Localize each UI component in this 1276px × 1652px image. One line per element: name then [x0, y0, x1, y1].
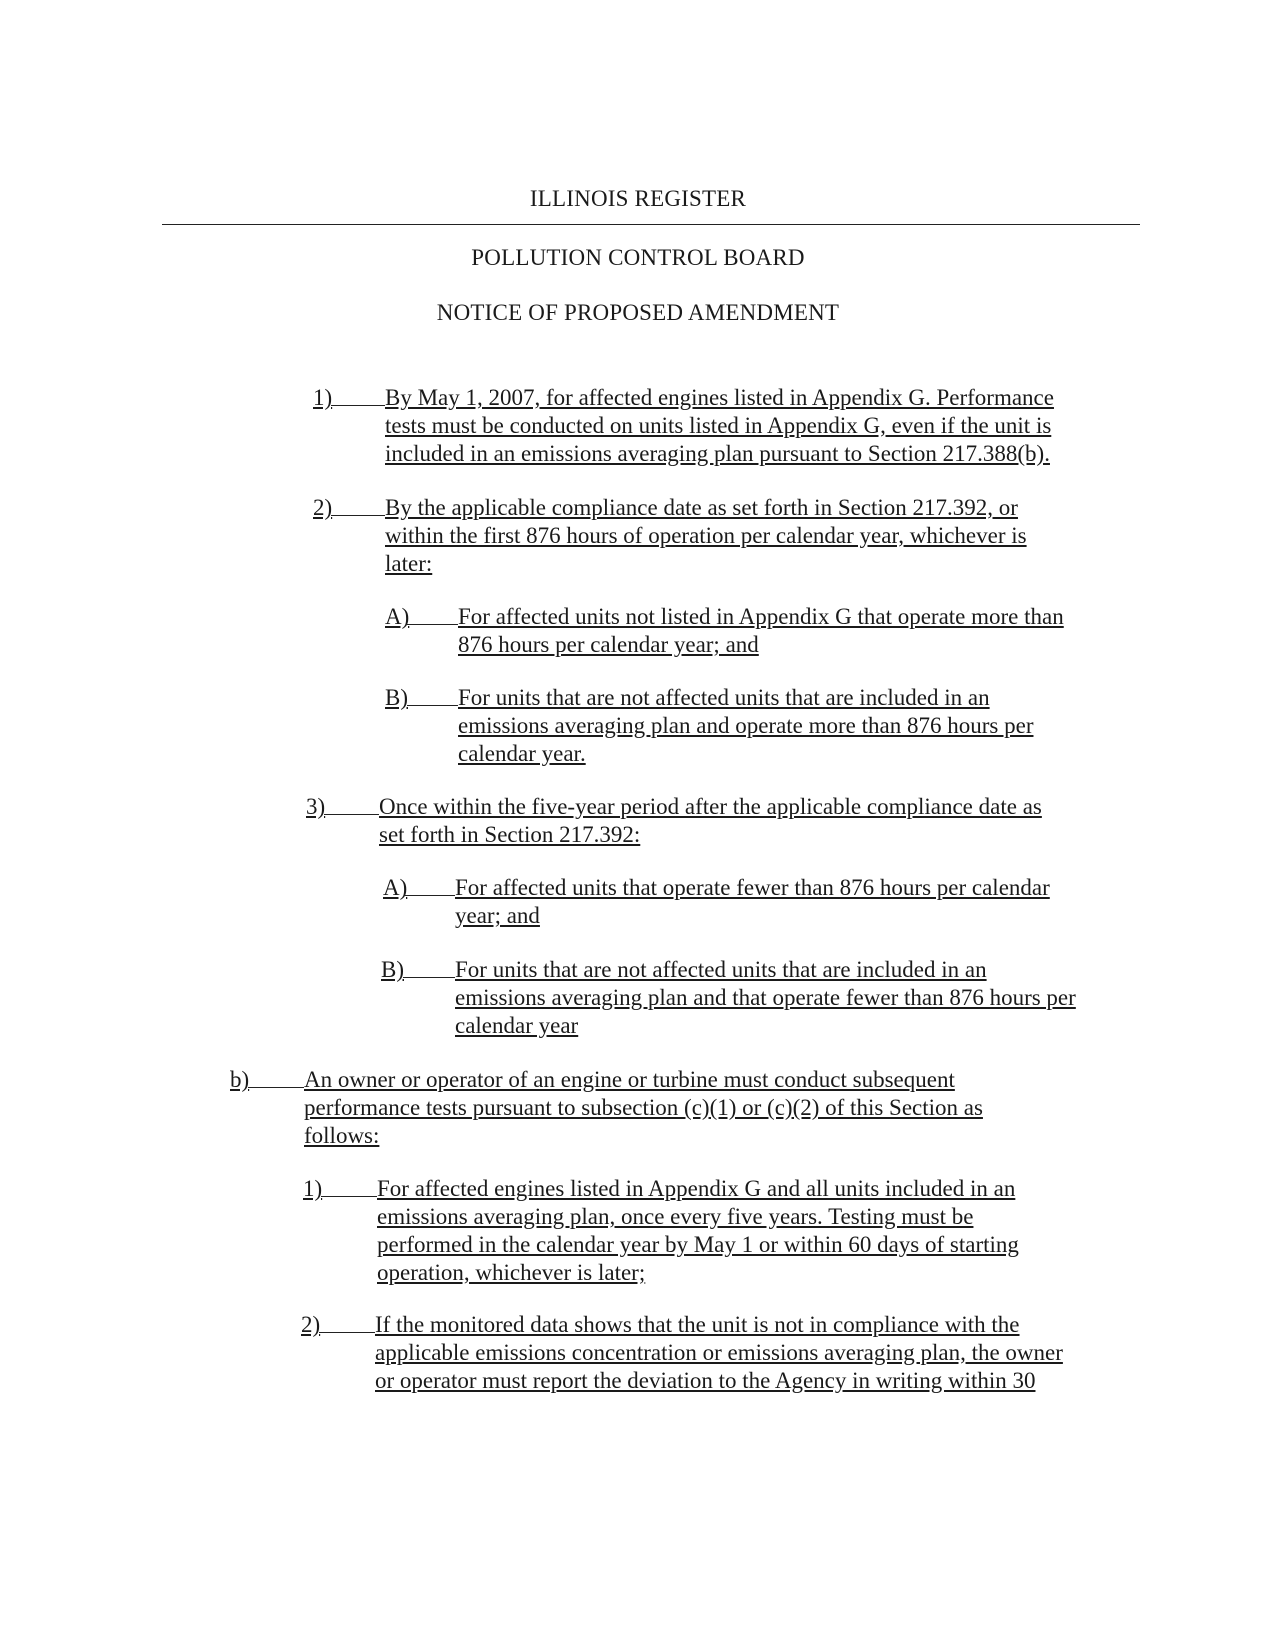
item-text [458, 603, 1064, 659]
text-line: 876 hours per calendar year; and [458, 632, 759, 657]
label-underline [407, 705, 458, 706]
item-text [385, 494, 1027, 578]
text-line: emissions averaging plan, once every five years. Testing must be [377, 1204, 974, 1229]
text-line: later: [385, 551, 433, 576]
item-label: B) [381, 957, 404, 982]
text-line: Once within the five-year period after the applicable compliance date as [379, 794, 1042, 819]
text-line: performed in the calendar year by May 1 or within 60 days of starting [377, 1232, 1019, 1257]
label-underline [321, 1196, 377, 1197]
item-text [375, 1311, 1063, 1395]
item-text [304, 1066, 983, 1150]
item-label: 1) [303, 1176, 323, 1201]
item-text [455, 956, 1076, 1040]
label-underline [407, 624, 458, 625]
item-label: 2) [301, 1312, 321, 1337]
label-underline [319, 1332, 375, 1333]
text-line: calendar year. [458, 741, 586, 766]
list-item [383, 874, 1143, 930]
text-line: For units that are not affected units that are included in an [458, 685, 990, 710]
text-line: year; and [455, 903, 540, 928]
text-line: If the monitored data shows that the unit is not in compliance with the [375, 1312, 1020, 1337]
label-underline [405, 895, 455, 896]
text-line: emissions averaging plan and operate more than 876 hours per [458, 713, 1034, 738]
text-line: operation, whichever is later; [377, 1260, 646, 1285]
item-label: 3) [306, 794, 326, 819]
text-line: For units that are not affected units that are included in an [455, 957, 987, 982]
label-underline [403, 977, 455, 978]
text-line: By the applicable compliance date as set forth in Section 217.392, or [385, 495, 1018, 520]
board-title: POLLUTION CONTROL BOARD [471, 245, 805, 270]
item-label: 2) [313, 495, 333, 520]
item-text [458, 684, 1033, 768]
list-item [385, 684, 1145, 768]
item-label: A) [385, 604, 410, 629]
notice-title: NOTICE OF PROPOSED AMENDMENT [436, 300, 840, 325]
item-label: b) [230, 1067, 250, 1092]
text-line: emissions averaging plan and that operate fewer than 876 hours per [455, 985, 1076, 1010]
text-line: By May 1, 2007, for affected engines listed in Appendix G. Performance [385, 385, 1054, 410]
list-item [301, 1311, 1161, 1395]
register-title: ILLINOIS REGISTER [529, 186, 747, 211]
text-line: follows: [304, 1123, 380, 1148]
text-line: within the first 876 hours of operation per calendar year, whichever is [385, 523, 1027, 548]
list-item [230, 1066, 1120, 1150]
text-line: set forth in Section 217.392: [379, 822, 641, 847]
list-item [303, 1175, 1133, 1287]
header-rule [162, 224, 1140, 225]
text-line: For affected units not listed in Appendix G that operate more than [458, 604, 1064, 629]
text-line: For affected units that operate fewer than 876 hours per calendar [455, 875, 1050, 900]
text-line: applicable emissions concentration or emissions averaging plan, the owner [375, 1340, 1063, 1365]
list-item [313, 494, 1133, 578]
label-underline [324, 814, 379, 815]
text-line: or operator must report the deviation to the Agency in writing within 30 [375, 1368, 1036, 1393]
item-text [455, 874, 1050, 930]
text-line: performance tests pursuant to subsection (c)(1) or (c)(2) of this Section as [304, 1095, 983, 1120]
label-underline [331, 405, 385, 406]
label-underline [331, 515, 385, 516]
item-text [379, 793, 1042, 849]
item-label: 1) [313, 385, 333, 410]
list-item [385, 603, 1145, 659]
text-line: included in an emissions averaging plan pursuant to Section 217.388(b). [385, 441, 1050, 466]
item-text [385, 384, 1054, 468]
label-underline [248, 1087, 304, 1088]
list-item [306, 793, 1136, 849]
text-line: calendar year [455, 1013, 579, 1038]
text-line: tests must be conducted on units listed in Appendix G, even if the unit is [385, 413, 1052, 438]
item-label: B) [385, 685, 408, 710]
list-item [313, 384, 1133, 468]
list-item [381, 956, 1161, 1040]
text-line: For affected engines listed in Appendix G and all units included in an [377, 1176, 1016, 1201]
item-text [377, 1175, 1019, 1287]
text-line: An owner or operator of an engine or turbine must conduct subsequent [304, 1067, 955, 1092]
item-label: A) [383, 875, 408, 900]
